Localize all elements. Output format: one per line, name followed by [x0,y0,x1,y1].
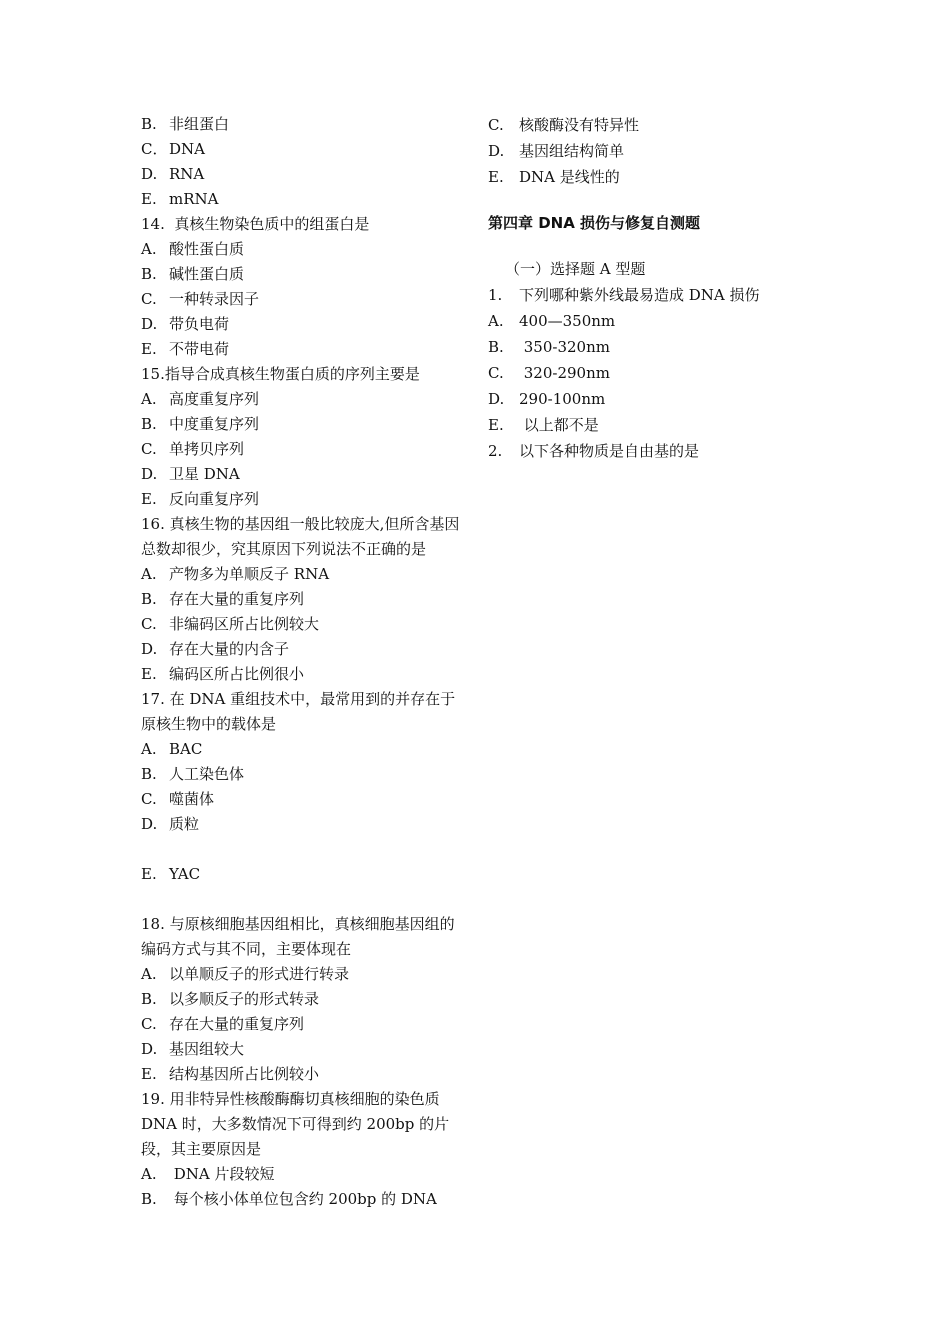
q15-option-a: A. 高度重复序列 [141,390,260,408]
q1-option-b: B. 350-320nm [488,338,610,356]
q17-option-d: D. 质粒 [141,815,200,833]
q1-option-d: D. 290-100nm [488,390,606,408]
q18-stem: 18. 与原核细胞基因组相比，真核细胞基因组的编码方式与其不同，主要体现在 [141,915,455,958]
q15-option-b: B. 中度重复序列 [141,415,260,433]
section-title: （一）选择题 A 型题 [505,260,646,278]
q16-option-d: D. 存在大量的内含子 [141,640,290,658]
q15-option-c: C. 单拷贝序列 [141,440,245,458]
q19-option-c: C. 核酸酶没有特异性 [488,116,640,134]
q17-option-c: C. 噬菌体 [141,790,215,808]
q16-option-a: A. 产物多为单顺反子 RNA [141,565,330,583]
q13-option-e: E. mRNA [141,190,219,208]
blank-line [141,837,466,862]
q1-stem: 1. 下列哪种紫外线最易造成 DNA 损伤 [488,286,760,304]
q15-option-e: E. 反向重复序列 [141,490,260,508]
q13-option-c: C． DNA [141,140,205,158]
q19-option-b: B. 每个核小体单位包含约 200bp 的 DNA [141,1190,437,1208]
q1-option-c: C. 320-290nm [488,364,610,382]
q1-option-a: A. 400—350nm [488,312,616,330]
blank-line [141,887,466,912]
q1-option-e: E. 以上都不是 [488,416,599,434]
q17-option-b: B. 人工染色体 [141,765,245,783]
left-column [141,112,466,1212]
q19-stem: 19. 用非特异性核酸酶酶切真核细胞的染色质 DNA 时，大多数情况下可得到约 200bp 的片段，其主要原因是 [141,1090,450,1158]
q13-option-d: D. RNA [141,165,205,183]
q18-option-a: A. 以单顺反子的形式进行转录 [141,965,350,983]
q14-stem: 14. 真核生物染色质中的组蛋白是 [141,215,370,233]
q19-option-e: E. DNA 是线性的 [488,168,620,186]
chapter-title: 第四章 DNA 损伤与修复自测题 [488,214,701,232]
q18-option-e: E. 结构基因所占比例较小 [141,1065,320,1083]
q14-option-d: D. 带负电荷 [141,315,230,333]
q16-stem: 16. 真核生物的基因组一般比较庞大,但所含基因总数却很少，究其原因下列说法不正确的是 [141,515,460,558]
q19-option-d: D. 基因组结构简单 [488,142,625,160]
q18-option-c: C. 存在大量的重复序列 [141,1015,305,1033]
q15-option-d: D. 卫星 DNA [141,465,240,483]
q18-option-b: B. 以多顺反子的形式转录 [141,990,320,1008]
q17-stem: 17. 在 DNA 重组技术中，最常用到的并存在于原核生物中的载体是 [141,690,456,733]
q14-option-e: E. 不带电荷 [141,340,230,358]
q14-option-a: A. 酸性蛋白质 [141,240,245,258]
q14-option-c: C. 一种转录因子 [141,290,260,308]
right-column [488,112,818,464]
q17-option-a: A. BAC [141,740,203,758]
q16-option-e: E. 编码区所占比例很小 [141,665,305,683]
q15-stem: 15.指导合成真核生物蛋白质的序列主要是 [141,365,420,383]
q16-option-c: C. 非编码区所占比例较大 [141,615,320,633]
q13-option-b: B. 非组蛋白 [141,115,230,133]
q19-option-a: A. DNA 片段较短 [141,1165,275,1183]
q2-stem: 2. 以下各种物质是自由基的是 [488,442,700,460]
q16-option-b: B. 存在大量的重复序列 [141,590,305,608]
q14-option-b: B. 碱性蛋白质 [141,265,245,283]
q17-option-e: E. YAC [141,865,201,883]
q18-option-d: D. 基因组较大 [141,1040,245,1058]
